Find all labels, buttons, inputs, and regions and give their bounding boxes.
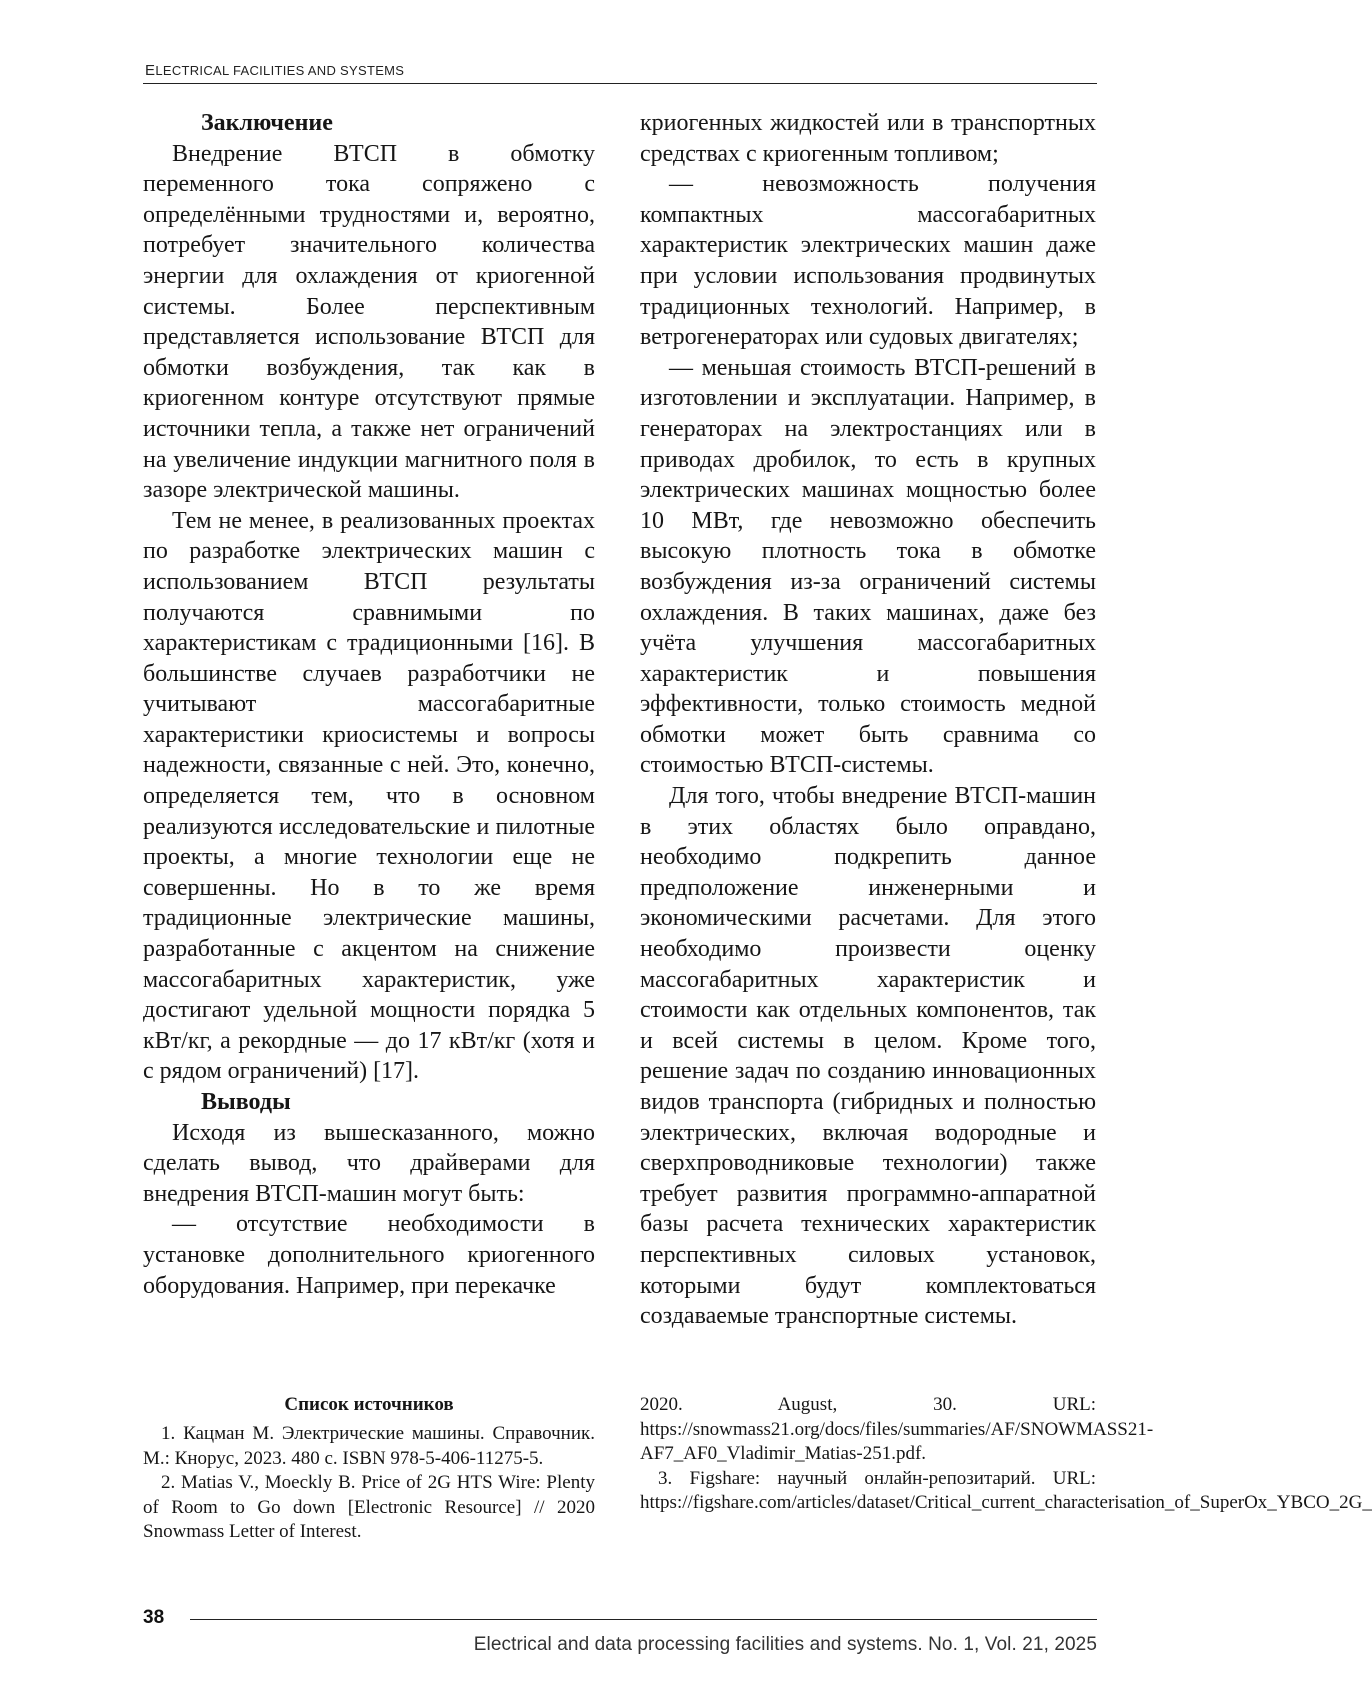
footer-rule bbox=[190, 1619, 1097, 1620]
reference-2-continued: 2020. August, 30. URL: https://snowmass21.org/docs/files/summaries/AF/SNOWMASS21-AF7_AF0_Vladimir_Matias-251.pdf. bbox=[640, 1394, 1154, 1465]
reference-1: 1. Кацман М. Электрические машины. Справочник. М.: Кнорус, 2023. 480 с. ISBN 978-5-406-11275-5. bbox=[143, 1423, 595, 1469]
references-right bbox=[640, 1393, 1372, 1516]
findings-list-item-2: — невозможность получения компактных массогабаритных характеристик электрических машин даже при условии использования продвинутых традиционных технологий. Например, в ветрогенераторах или судовых двигателях; bbox=[640, 171, 1096, 351]
findings-heading: Выводы bbox=[201, 1089, 291, 1115]
findings-list-item-1: — отсутствие необходимости в установке дополнительного криогенного оборудования. Например, при перекачке bbox=[143, 1211, 595, 1299]
conclusion-heading: Заключение bbox=[201, 110, 333, 136]
final-paragraph: Для того, чтобы внедрение ВТСП-машин в этих областях было оправдано, необходимо подкрепить данное предположение инженерными и экономическими расчетами. Для этого необходимо произвести оценку массогабаритных характеристик и стоимости как отдельных компонентов, так и всей системы в целом. Кроме того, решение задач по созданию инновационных видов транспорта (гибридных и полностью электрических, включая водородные и сверхпроводниковые технологии) также требует развития программно-аппаратной базы расчета технических характеристик перспективных силовых установок, которыми будут комплектоваться создаваемые транспортные системы. bbox=[640, 783, 1096, 1330]
running-header-rest: LECTRICAL FACILITIES AND SYSTEMS bbox=[155, 63, 405, 78]
running-header bbox=[145, 62, 404, 79]
conclusion-paragraph-1: Внедрение ВТСП в обмотку переменного тока сопряжено с определёнными трудностями и, вероятно, потребует значительного количества энергии для охлаждения от криогенной системы. Более перспективным представляется использование ВТСП для обмотки возбуждения, так как в криогенном контуре отсутствуют прямые источники тепла, а также нет ограничений на увеличение индукции магнитного поля в зазоре электрической машины. bbox=[143, 140, 595, 504]
reference-3: 3. Figshare: научный онлайн-репозитарий. URL: https://figshare.com/articles/dataset/Critical_current_characterisation_of_SuperOx_YBCO_2G_ bbox=[640, 1467, 1372, 1514]
journal-footer: Electrical and data processing facilities and systems. No. 1, Vol. 21, 2025 bbox=[473, 1634, 1097, 1655]
right-column bbox=[640, 108, 1096, 1332]
references-left bbox=[143, 1422, 595, 1545]
references-title: Список источников bbox=[284, 1394, 454, 1415]
findings-paragraph: Исходя из вышесказанного, можно сделать вывод, что драйверами для внедрения ВТСП-машин могут быть: bbox=[143, 1119, 595, 1207]
conclusion-paragraph-2: Тем не менее, в реализованных проектах по разработке электрических машин с использованием ВТСП результаты получаются сравнимыми по характеристикам с традиционными [16]. В большинстве случаев разработчики не учитывают массогабаритные характеристики криосистемы и вопросы надежности, связанные с ней. Это, конечно, определяется тем, что в основном реализуются исследовательские и пилотные проекты, а многие технологии еще не совершенны. Но в то же время традиционные электрические машины, разработанные с акцентом на снижение массогабаритных характеристик, уже достигают удельной мощности порядка 5 кВт/кг, а рекордные — до 17 кВт/кг (хотя и с рядом ограничений) [17]. bbox=[143, 507, 595, 1085]
header-rule bbox=[143, 83, 1097, 84]
running-header-initial: E bbox=[145, 62, 156, 79]
reference-2: 2. Matias V., Moeckly B. Price of 2G HTS Wire: Plenty of Room to Go down [Electronic Resource] // 2020 Snowmass Letter of Interest. bbox=[143, 1472, 595, 1543]
findings-list-item-3: — меньшая стоимость ВТСП-решений в изготовлении и эксплуатации. Например, в генераторах на электростанциях или в приводах дробилок, то есть в крупных электрических машинах мощностью более 10 МВт, где невозможно обеспечить высокую плотность тока в обмотке возбуждения из-за ограничений системы охлаждения. В таких машинах, даже без учёта улучшения массогабаритных характеристик и повышения эффективности, только стоимость медной обмотки может быть сравнима со стоимостью ВТСП-системы. bbox=[640, 354, 1096, 779]
findings-list-item-1-continued: криогенных жидкостей или в транспортных средствах с криогенным топливом; bbox=[640, 110, 1096, 167]
page-number: 38 bbox=[143, 1607, 165, 1628]
left-column bbox=[143, 108, 595, 1301]
